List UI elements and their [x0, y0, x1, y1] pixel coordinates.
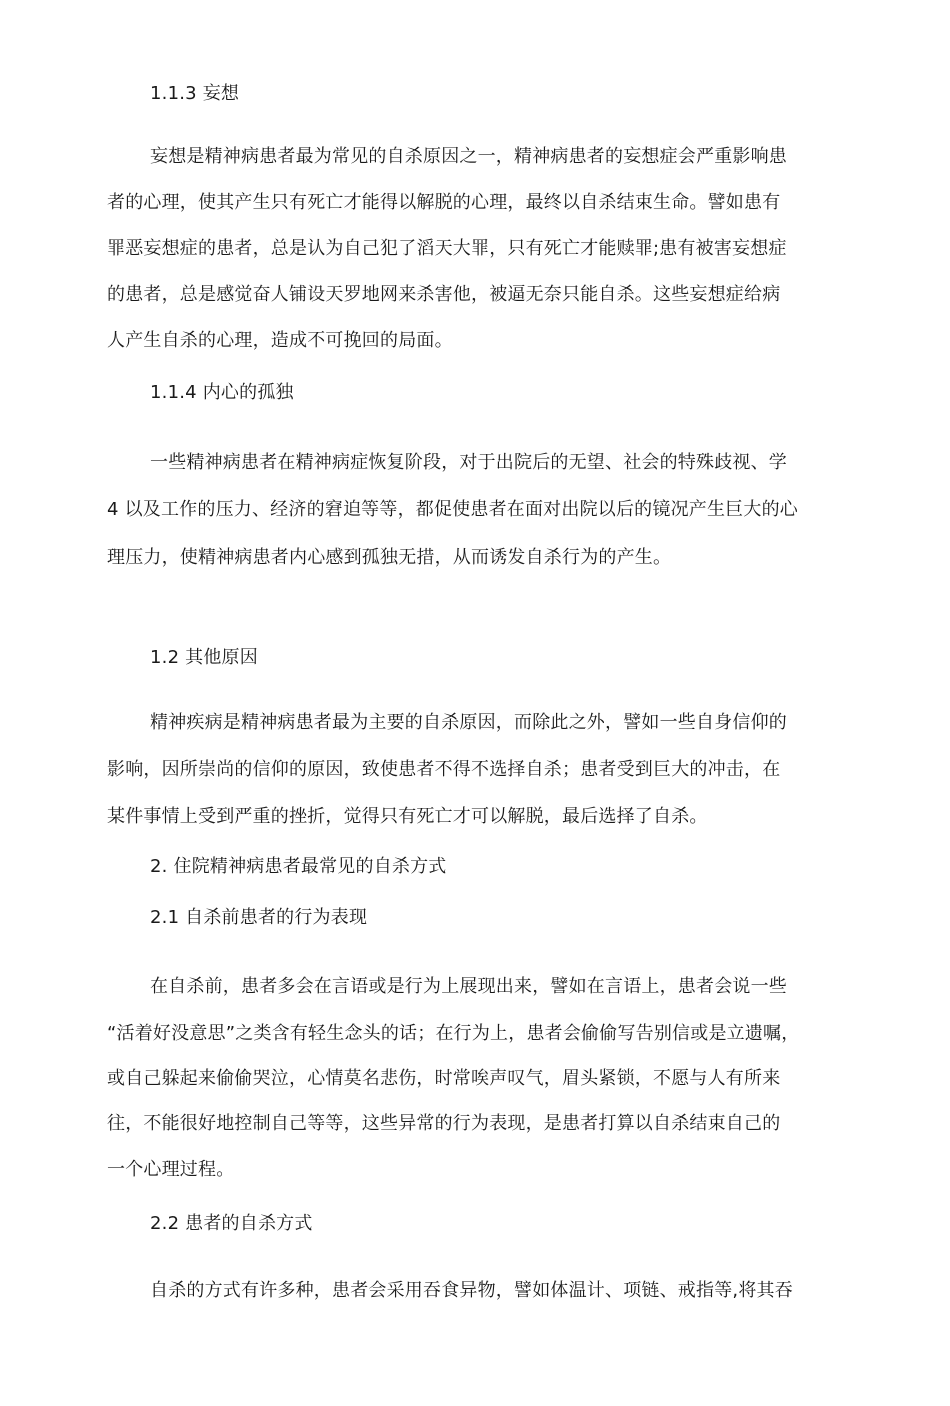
paragraph-line: 某件事情上受到严重的挫折，觉得只有死亡才可以解脱，最后选择了自杀。	[107, 806, 708, 827]
heading-2: 2. 住院精神病患者最常见的自杀方式	[150, 856, 447, 877]
paragraph-line: 罪恶妄想症的患者，总是认为自己犯了滔天大罪，只有死亡才能赎罪;患有被害妄想症	[107, 238, 787, 259]
paragraph-line: 理压力，使精神病患者内心感到孤独无措，从而诱发自杀行为的产生。	[107, 547, 672, 568]
heading-1-1-4: 1.1.4 内心的孤独	[150, 382, 294, 403]
paragraph-line: 妄想是精神病患者最为常见的自杀原因之一，精神病患者的妄想症会严重影响患	[150, 146, 787, 167]
paragraph-line: 一些精神病患者在精神病症恢复阶段，对于出院后的无望、社会的特殊歧视、学	[150, 452, 787, 473]
paragraph-line: 者的心理，使其产生只有死亡才能得以解脱的心理，最终以自杀结束生命。譬如患有	[107, 192, 781, 213]
paragraph-line: 在自杀前，患者多会在言语或是行为上展现出来，譬如在言语上，患者会说一些	[150, 976, 787, 997]
paragraph-line: 影响，因所崇尚的信仰的原因，致使患者不得不选择自杀；患者受到巨大的冲击，在	[107, 759, 781, 780]
heading-2-1: 2.1 自杀前患者的行为表现	[150, 907, 368, 928]
paragraph-line: “活着好没意思”之类含有轻生念头的话；在行为上，患者会偷偷写告别信或是立遗嘱，	[107, 1023, 800, 1044]
paragraph-line: 自杀的方式有许多种，患者会采用吞食异物，譬如体温计、项链、戒指等,将其吞	[150, 1280, 793, 1301]
paragraph-line: 的患者，总是感觉奋人铺设天罗地网来杀害他，被逼无奈只能自杀。这些妄想症给病	[107, 284, 781, 305]
heading-1-1-3: 1.1.3 妄想	[150, 83, 240, 104]
paragraph-line: 往，不能很好地控制自己等等，这些异常的行为表现，是患者打算以自杀结束自己的	[107, 1113, 781, 1134]
heading-2-2: 2.2 患者的自杀方式	[150, 1213, 313, 1234]
paragraph-line: 精神疾病是精神病患者最为主要的自杀原因，而除此之外，譬如一些自身信仰的	[150, 712, 787, 733]
paragraph-line: 4 以及工作的压力、经济的窘迫等等，都促使患者在面对出院以后的镜况产生巨大的心	[107, 499, 798, 520]
paragraph-line: 人产生自杀的心理，造成不可挽回的局面。	[107, 330, 453, 351]
paragraph-line: 或自己躲起来偷偷哭泣，心情莫名悲伤，时常唉声叹气，眉头紧锁，不愿与人有所来	[107, 1068, 781, 1089]
paragraph-line: 一个心理过程。	[107, 1159, 235, 1180]
heading-1-2: 1.2 其他原因	[150, 647, 258, 668]
